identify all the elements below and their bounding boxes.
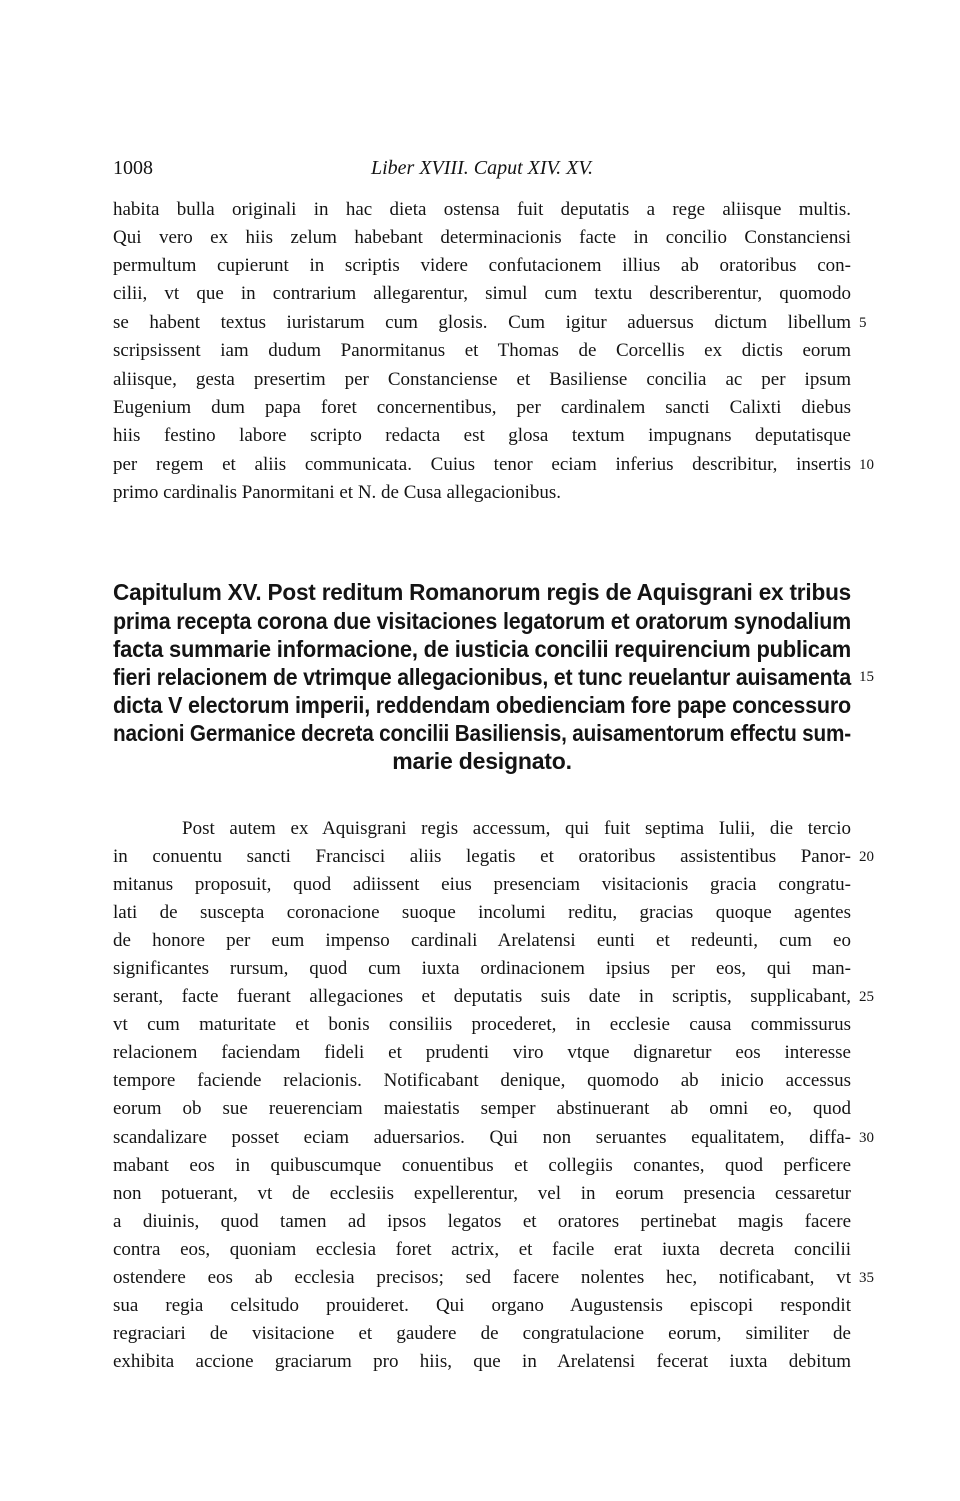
chapter-heading-line [113,577,851,607]
text-line: vt cum maturitate et bonis consiliis procederet, in ecclesie causa commissurus [113,1014,851,1035]
chapter-heading-line: facta summarie informacione, de iusticia concilii requirencium publicam [113,636,851,662]
text-line: scandalizare posset eciam aduersarios. Qui non seruantes equalitatem, diffa- [113,1127,851,1148]
page-number: 1008 [113,157,153,179]
text-line: contra eos, quoniam ecclesia foret actrix, et facile erat iuxta decreta concilii [113,1239,851,1260]
text-line: mitanus proposuit, quod adiissent eius presenciam visitacionis gracia congratu- [113,874,851,895]
text-line: lati de suscepta coronacione suoque incolumi reditu, gracias quoque agentes [113,902,851,923]
text-line: permultum cupierunt in scriptis videre confutacionem illius ab oratoribus con- [113,255,851,276]
text-line: se habent textus iuristarum cum glosis. Cum igitur aduersus dictum libellum [113,312,851,333]
chapter-heading-text: Post reditum Romanorum regis de Aquisgrani ex tribus [267,579,852,605]
text-line: regraciari de visitacione et gaudere de congratulacione eorum, similiter de [113,1323,851,1344]
text-line: cilii, vt que in contrarium allegarentur, simul cum textu describerentur, quomodo [113,283,851,304]
line-number: 20 [859,849,874,865]
text-line: scripsissent iam dudum Panormitanus et Thomas de Corcellis ex dictis eorum [113,340,851,361]
running-title: Liber XVIII. Caput XIV. XV. [370,157,594,179]
text-line: per regem et aliis communicata. Cuius tenor eciam inferius describitur, insertis [113,454,851,475]
line-number: 15 [859,669,874,685]
text-line: tempore faciende relacionis. Notificabant denique, quomodo ab inicio accessus [113,1070,851,1091]
text-line: relacionem faciendam fideli et prudenti viro vtque dignaretur eos interesse [113,1042,851,1063]
chapter-heading-line: fieri relacionem de vtrimque allegacionibus, et tunc reuelantur auisamenta [113,664,851,690]
text-line: serant, facte fuerant allegaciones et deputatis suis date in scriptis, supplicabant, [113,986,851,1007]
text-line: aliisque, gesta presertim per Constanciense et Basiliense concilia ac per ipsum [113,369,851,390]
text-line: primo cardinalis Panormitani et N. de Cusa allegacionibus. [113,482,561,503]
text-line: Eugenium dum papa foret concernentibus, per cardinalem sancti Calixti diebus [113,397,851,418]
text-line: ostendere eos ab ecclesia precisos; sed facere nolentes hec, notificabant, vt [113,1267,851,1288]
chapter-heading-line: marie designato. [392,748,572,774]
line-number: 35 [859,1270,874,1286]
text-line: Post autem ex Aquisgrani regis accessum, qui fuit septima Iulii, die tercio [182,818,851,839]
text-line: mabant eos in quibuscumque conuentibus et collegiis conantes, quod perficere [113,1155,851,1176]
text-line: exhibita accione graciarum pro hiis, que in Arelatensi fecerat iuxta debitum [113,1351,851,1372]
chapter-heading-line: prima recepta corona due visitaciones legatorum et oratorum synodalium [113,608,851,634]
text-line: habita bulla originali in hac dieta ostensa fuit deputatis a rege aliisque multis. [113,199,851,220]
chapter-heading-line: dicta V electorum imperii, reddendam obedienciam fore pape concessuro [113,692,851,718]
chapter-label: Capitulum XV. [113,579,262,605]
text-line: hiis festino labore scripto redacta est glosa textum impugnans deputatisque [113,425,851,446]
text-line: eorum ob sue reuerenciam maiestatis semper abstinuerant ab omni eo, quod [113,1098,851,1119]
line-number: 10 [859,457,874,473]
running-header [113,157,851,185]
text-line: significantes rursum, quod cum iuxta ordinacionem ipsius per eos, qui man- [113,958,851,979]
text-line: non potuerant, vt de ecclesiis expellerentur, vel in eorum presencia cessaretur [113,1183,851,1204]
text-line: sua regia celsitudo prouideret. Qui organo Augustensis episcopi respondit [113,1295,851,1316]
line-number: 30 [859,1130,874,1146]
chapter-heading-line: nacioni Germanice decreta concilii Basiliensis, auisamentorum effectu sum- [113,720,851,746]
text-line: Qui vero ex hiis zelum habebant determinacionis facte in concilio Constanciensi [113,227,851,248]
text-line: in conuentu sancti Francisci aliis legatis et oratoribus assistentibus Panor- [113,846,851,867]
text-line: de honore per eum impenso cardinali Arelatensi eunti et redeunti, cum eo [113,930,851,951]
line-number: 5 [859,315,867,331]
line-number: 25 [859,989,874,1005]
text-line: a diuinis, quod tamen ad ipsos legatos et oratores pertinebat magis facere [113,1211,851,1232]
